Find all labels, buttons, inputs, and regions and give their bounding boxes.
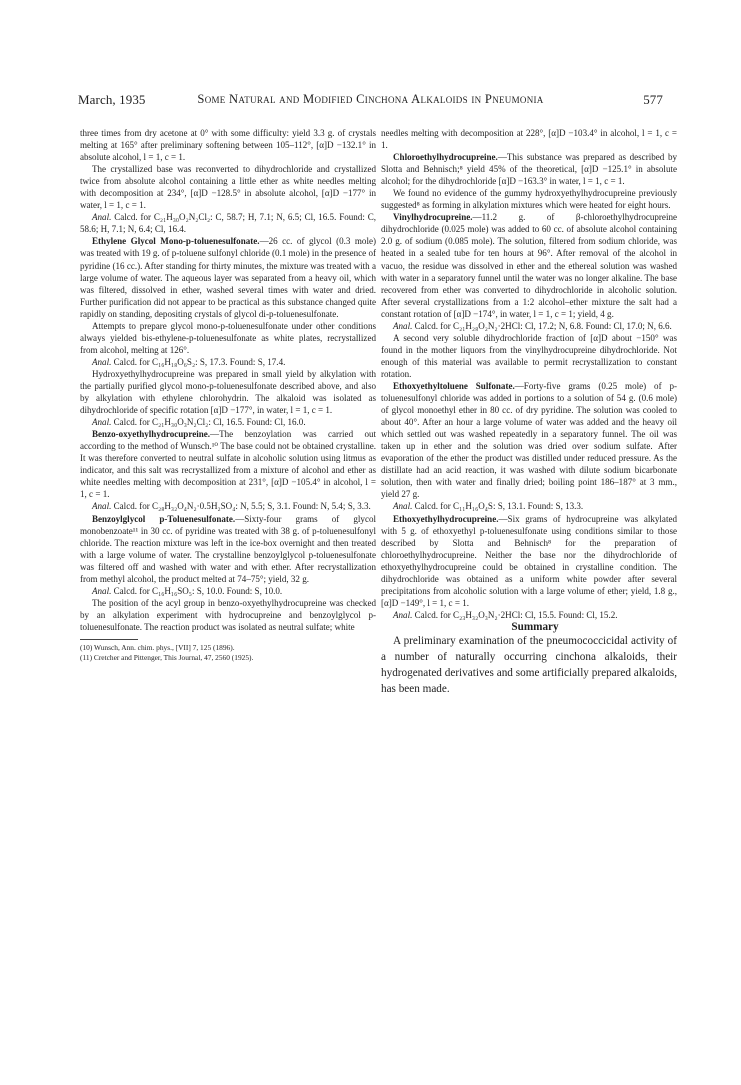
section-paragraph (381, 513, 677, 609)
analysis-label: Anal. (92, 585, 112, 596)
paragraph: needles melting with decomposition at 228°, [α]D −103.4° in alcohol, l = 1, c = 1. (381, 128, 677, 151)
analysis-line (80, 585, 376, 597)
analysis-label: Anal. (92, 417, 112, 428)
running-head-title: Some Natural and Modified Cinchona Alkaloids in Pneumonia (197, 92, 544, 106)
analysis-text: Calcd. for C₁₆H₁₈O₆S₂: S, 17.3. Found: S, 17.4. (113, 356, 286, 367)
analysis-line (80, 416, 376, 428)
section-text: —Six grams of hydrocupreine was alkylated with 5 g. of ethoxyethyl p-toluenesulfonate using conditions similar to those described by Slotta and Behnisch⁸ for the preparation of chloroethylhydrocupreine. Neither the base nor the dihydrochloride of ethoxyethylhydrocupreine could be obtained in crystalline condition. The dihydrochloride was obtained as a uniform white powder after several precipitations from alcoholic solution with a large volume of ether; yield, 1.8 g., [α]D −149°, l = 1, c = 1. (381, 513, 677, 608)
section-paragraph (381, 380, 677, 500)
paragraph: The position of the acyl group in benzo-oxyethylhydrocupreine was checked by an alkylation experiment with hydrocupreine and benzoylglycol p-toluenesulfonate. The reaction product was isolated as neutral sulfate; white (80, 597, 376, 632)
section-heading: Benzoylglycol p-Toluenesulfonate. (92, 513, 236, 524)
section-paragraph (80, 235, 376, 319)
summary-heading: Summary (511, 620, 559, 633)
section-paragraph (381, 151, 677, 187)
analysis-label: Anal. (393, 609, 413, 620)
section-heading: Ethoxyethylhydrocupreine. (393, 513, 499, 524)
analysis-line (381, 500, 677, 512)
right-column (381, 127, 677, 697)
section-heading: Chloroethylhydrocupreine. (393, 152, 498, 163)
footnote-10: (10) Wunsch, Ann. chim. phys., [VII] 7, 125 (1896). (80, 642, 235, 652)
footnote-divider (80, 639, 138, 640)
section-text: —26 cc. of glycol (0.3 mole) was treated with 19 g. of p-toluene sulfonyl chloride (0.1 mole) in the presence of pyridine (16 cc.). After standing for thirty minutes, the mixture was treated with a large volume of water. The aqueous layer was separated from a heavy oil, which was filtered, dissolved in ether, washed several times with water and dried. Further purification did not appear to be practical as this substance changed quite rapidly on standing, depositing crystals of glycol di-p-toluenesulfonate. (80, 236, 376, 319)
section-paragraph (381, 211, 677, 319)
section-paragraph (80, 513, 376, 585)
analysis-line (80, 211, 376, 235)
analysis-label: Anal. (92, 356, 112, 367)
paragraph: three times from dry acetone at 0° with some difficulty: yield 3.3 g. of crystals melting at 165° after preliminary softening between 105–112°, [α]D −132.1° in absolute alcohol, l = 1, c = 1. (80, 128, 376, 163)
paragraph: We found no evidence of the gummy hydroxyethylhydrocupreine previously suggested⁸ as forming in alkylation mixtures which were heated for eight hours. (381, 188, 677, 211)
analysis-text: Calcd. for C₁₆H₁₆SO₅: S, 10.0. Found: S, 10.0. (113, 585, 283, 596)
analysis-line (381, 320, 677, 332)
paragraph: A second very soluble dihydrochloride fraction of [α]D about −150° was found in the mother liquors from the vinylhydrocupreine dihydrochloride. Not enough of this material was available to permit recrystallization to constant rotation. (381, 332, 677, 379)
page-number: 577 (643, 92, 663, 107)
analysis-text: Calcd. for C₂₁H₂₈O₂N₂·2HCl: Cl, 17.2; N, 6.8. Found: Cl, 17.0; N, 6.6. (414, 320, 672, 331)
section-heading: Vinylhydrocupreine. (393, 212, 473, 223)
analysis-label: Anal. (393, 320, 413, 331)
analysis-line (80, 356, 376, 368)
section-paragraph (80, 428, 376, 500)
analysis-text: Calcd. for C₂₁H₃₀O₂N₂Cl₂: C, 58.7; H, 7.1; N, 6.5; Cl, 16.5. Found: C, 58.6; H, 7.1; N, 6.4; Cl, 16.4. (80, 212, 377, 235)
analysis-label: Anal. (393, 501, 413, 512)
section-text: —11.2 g. of β-chloroethylhydrocupreine dihydrochloride (0.025 mole) was added to 60 cc. of absolute alcohol containing 2.0 g. of sodium (0.085 mole). The solution, filtered from sodium chloride, was heated in a sealed tube for ten hours at 96°. After removal of the alcohol in vacuo, the residue was dissolved in ether and the ethereal solution was washed with water in a separatory funnel until the water was no longer alkaline. The base recovered from ether was converted to dihydrochloride in alcoholic solution. After several crystallizations from a 1:2 alcohol–ether mixture the salt had a constant rotation of [α]D −174°, in water, l = 1, c = 1; yield, 4 g. (381, 212, 677, 319)
analysis-text: Calcd. for C₂₃H₃₂O₃N₂·2HCl: Cl, 15.5. Found: Cl, 15.2. (414, 609, 618, 620)
paragraph: Hydroxyethylhydrocupreine was prepared in small yield by alkylation with the partially purified glycol mono-p-toluenesulfonate described above, and also by alkylation with ethylene chlorohydrin. The alkaloid was isolated as dihydrochloride of specific rotation [α]D −177°, in water, l = 1, c = 1. (80, 368, 376, 416)
analysis-label: Anal. (92, 501, 112, 512)
section-heading: Ethoxyethyltoluene Sulfonate. (393, 380, 515, 391)
running-head-date: March, 1935 (78, 92, 146, 107)
analysis-label: Anal. (92, 212, 112, 223)
section-text: —Forty-five grams (0.25 mole) of p-toluenesulfonyl chloride was added in portions to a solution of 54 g. (0.6 mole) of glycol monoethyl ether in 80 cc. of dry pyridine. The solution was cooled to about 40°. After an hour a large volume of water was added and the heavy oil which settled out was washed repeatedly in a separatory funnel. The oil was taken up in ether and the solution was dried over sodium sulfate. After evaporation of the ether the product was distilled under reduced pressure. As the distillate had an acid reaction, it was washed with dilute sodium bicarbonate solution, then with water and finally dried; boiling point 186–187° at 3 mm., yield 27 g. (381, 380, 677, 500)
section-heading: Benzo-oxyethylhydrocupreine. (92, 429, 211, 440)
analysis-text: Calcd. for C₂₈H₃₂O₄N₂·0.5H₂SO₄: N, 5.5; S, 3.1. Found: N, 5.4; S, 3.3. (113, 501, 371, 512)
summary-text: A preliminary examination of the pneumococcicidal activity of a number of naturally occurring cinchona alkaloids, their hydrogenated derivatives and some artificially prepared alkaloids, has been made. (381, 634, 677, 695)
analysis-line (80, 500, 376, 512)
left-column (80, 127, 376, 662)
footnote-11: (11) Cretcher and Pittenger, This Journal, 47, 2560 (1925). (80, 652, 254, 662)
paragraph: The crystallized base was reconverted to dihydrochloride and crystallized twice from absolute alcohol containing a little ether as white needles melting with decomposition at 234°, [α]D −128.5° in absolute alcohol, [α]D −177° in water, l = 1, c = 1. (80, 164, 376, 211)
analysis-text: Calcd. for C₂₁H₃₀O₃N₂Cl₂: Cl, 16.5. Found: Cl, 16.0. (113, 417, 306, 428)
section-heading: Ethylene Glycol Mono-p-toluenesulfonate. (92, 236, 260, 247)
section-text: —This substance was prepared as described by Slotta and Behnisch;⁸ yield 45% of the theoretical, [α]D −125.1° in absolute alcohol; for the dihydrochloride [α]D −163.3° in water, l = 1, c = 1. (381, 152, 677, 187)
section-text: —Sixty-four grams of glycol monobenzoate¹¹ in 30 cc. of pyridine was treated with 38 g. of p-toluenesulfonyl chloride. The reaction mixture was left in the ice-box overnight and then treated with a large volume of water. The crystalline benzoylglycol p-toluenesulfonate was filtered off and washed with water and with ether. After recrystallization from methyl alcohol, the product melted at 74–75°; yield, 32 g. (80, 513, 377, 584)
section-text: —The benzoylation was carried out according to the method of Wunsch.¹⁰ The base could not be obtained crystalline. It was therefore converted to neutral sulfate in alcoholic solution using litmus as indicator, and this salt was recrystallized from a mixture of alcohol and ether as white needles melting with decomposition at 231°, [α]D −105.4° in alcohol, l = 1, c = 1. (80, 429, 376, 500)
paragraph: Attempts to prepare glycol mono-p-toluenesulfonate under other conditions always yielded bis-ethylene-p-toluenesulfonate as white plates, recrystallized from alcohol, melting at 126°. (80, 320, 376, 355)
analysis-text: Calcd. for C₁₁H₁₆O₄S: S, 13.1. Found: S, 13.3. (414, 501, 584, 512)
analysis-line (381, 609, 677, 621)
